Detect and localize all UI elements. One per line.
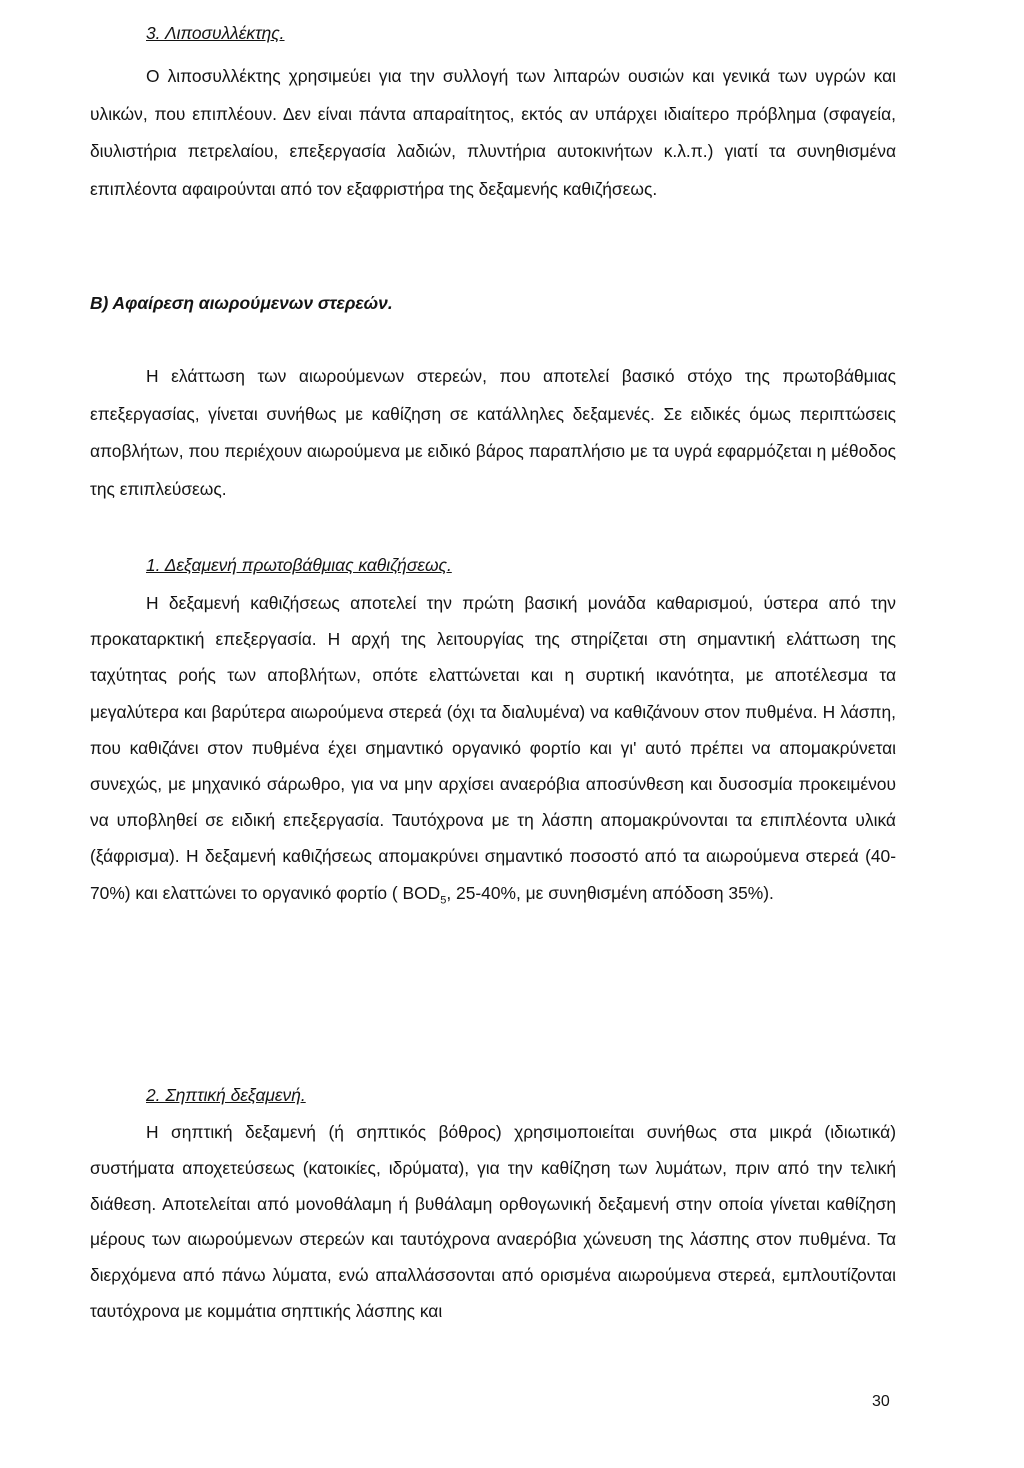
paragraph-septic-tank bbox=[90, 1115, 896, 1330]
paragraph-suspended-solids bbox=[90, 358, 896, 508]
subscript-5: 5 bbox=[440, 894, 447, 907]
heading-label: 1. Δεξαμενή πρωτοβάθμιας καθιζήσεως. bbox=[146, 555, 452, 575]
paragraph-text: Η δεξαμενή καθιζήσεως αποτελεί την πρώτη βασική μονάδα καθαρισμού, ύστερα από την προκαταρκτική επεξεργασία. Η αρχή της λειτουργίας της στηρίζεται στη σημαντική ελάττωση της ταχύτητας ροής των αποβλήτων, οπότε ελαττώνεται και η συρτική ικανότητα, με αποτέλεσμα τα μεγαλύτερα και βαρύτερα αιωρούμενα στερεά (όχι τα διαλυμένα) να καθιζάνουν στον πυθμένα. Η λάσπη, που καθιζάνει στον πυθμένα έχει σημαντικό οργανικό φορτίο και γι' αυτό πρέπει να απομακρύνεται συνεχώς, με μηχανικό σάρωθρο, για να μην αρχίσει αναερόβια αποσύνθεση και δυσοσμία προκειμένου να υποβληθεί σε ειδική επεξεργασία. Ταυτόχρονα με τη λάσπη απομακρύνονται τα επιπλέοντα υλικά (ξάφρισμα). Η δεξαμενή καθιζήσεως απομακρύνει σημαντικό ποσοστό από τα αιωρούμενα στερεά (40-70%) και ελαττώνει το οργανικό φορτίο ( BOD bbox=[90, 593, 896, 903]
section-heading-1 bbox=[146, 552, 452, 578]
paragraph-text-end: , 25-40%, με συνηθισμένη απόδοση 35%). bbox=[446, 882, 774, 903]
section-heading-2 bbox=[146, 1082, 306, 1108]
section-heading-3: 3. Λιποσυλλέκτης. bbox=[146, 23, 285, 43]
paragraph-grease-trap bbox=[90, 58, 896, 208]
heading-label: 2. Σηπτική δεξαμενή. bbox=[146, 1085, 306, 1105]
section-heading-b: Β) Αφαίρεση αιωρούμενων στερεών. bbox=[90, 293, 393, 313]
paragraph-text: Ο λιποσυλλέκτης χρησιμεύει για την συλλογή των λιπαρών ουσιών και γενικά των υγρών και υλικών, που επιπλέουν. Δεν είναι πάντα απαραίτητος, εκτός αν υπάρχει ιδιαίτερο πρόβλημα (σφαγεία, διυλιστήρια πετρελαίου, επεξεργασία λαδιών, πλυντήρια αυτοκινήτων κ.λ.π.) γιατί τα συνηθισμένα επιπλέοντα αφαιρούνται από τον εξαφριστήρα της δεξαμενής καθιζήσεως. bbox=[90, 66, 896, 199]
paragraph-text: Η σηπτική δεξαμενή (ή σηπτικός βόθρος) χρησιμοποιείται συνήθως στα μικρά (ιδιωτικά) συστήματα αποχετεύσεως (κατοικίες, ιδρύματα), για την καθίζηση των λυμάτων, πριν από την τελική διάθεση. Αποτελείται από μονοθάλαμη ή βυθάλαμη ορθογωνική δεξαμενή στην οποία γίνεται καθίζηση μέρους των αιωρούμενων στερεών και ταυτόχρονα αναερόβια χώνευση της λάσπης στον πυθμένα. Τα διερχόμενα από πάνω λύματα, ενώ απαλλάσσονται από ορισμένα αιωρούμενα στερεά, εμπλουτίζονται ταυτόχρονα με κομμάτια σηπτικής λάσπης και bbox=[90, 1122, 896, 1321]
page-number: 30 bbox=[872, 1393, 890, 1410]
paragraph-primary-settling-tank bbox=[90, 585, 896, 918]
paragraph-text: Η ελάττωση των αιωρούμενων στερεών, που αποτελεί βασικό στόχο της πρωτοβάθμιας επεξεργασίας, γίνεται συνήθως με καθίζηση σε κατάλληλες δεξαμενές. Σε ειδικές όμως περιπτώσεις αποβλήτων, που περιέχουν αιωρούμενα με ειδικό βάρος παραπλήσιο με τα υγρά εφαρμόζεται η μέθοδος της επιπλεύσεως. bbox=[90, 366, 896, 499]
